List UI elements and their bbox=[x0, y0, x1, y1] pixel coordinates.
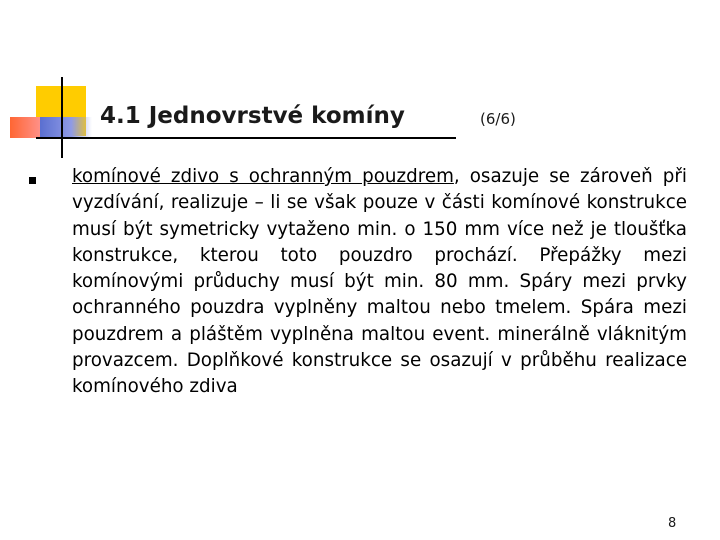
bullet-square-icon bbox=[29, 177, 36, 184]
bullet-body: , osazuje se zároveň při vyzdívání, realizuje – li se však pouze v části komínové konstrukce musí být symetricky vytaženo min. o 150 mm více než je tloušťka konstrukce, kterou toto pouzdro prochází. Přepážky mezi komínovými průduchy musí být min. 80 mm. Spáry mezi prvky ochranného pouzdra vyplněny maltou nebo tmelem. Spára mezi pouzdrem a pláštěm vyplněna maltou event. minerálně vláknitým provazcem. Doplňkové konstrukce se osazují v průběhu realizace komínového zdiva bbox=[72, 166, 687, 398]
logo-blue-bar bbox=[40, 117, 92, 139]
logo-vertical-line bbox=[61, 77, 63, 158]
page-number: 8 bbox=[668, 516, 677, 531]
bullet-underlined-term: komínové zdivo s ochranným pouzdrem bbox=[72, 166, 454, 187]
slide-title: 4.1 Jednovrstvé komíny bbox=[100, 103, 405, 129]
slide-count: (6/6) bbox=[480, 110, 516, 128]
bullet-text bbox=[72, 164, 687, 401]
title-underline-rule bbox=[36, 137, 456, 139]
